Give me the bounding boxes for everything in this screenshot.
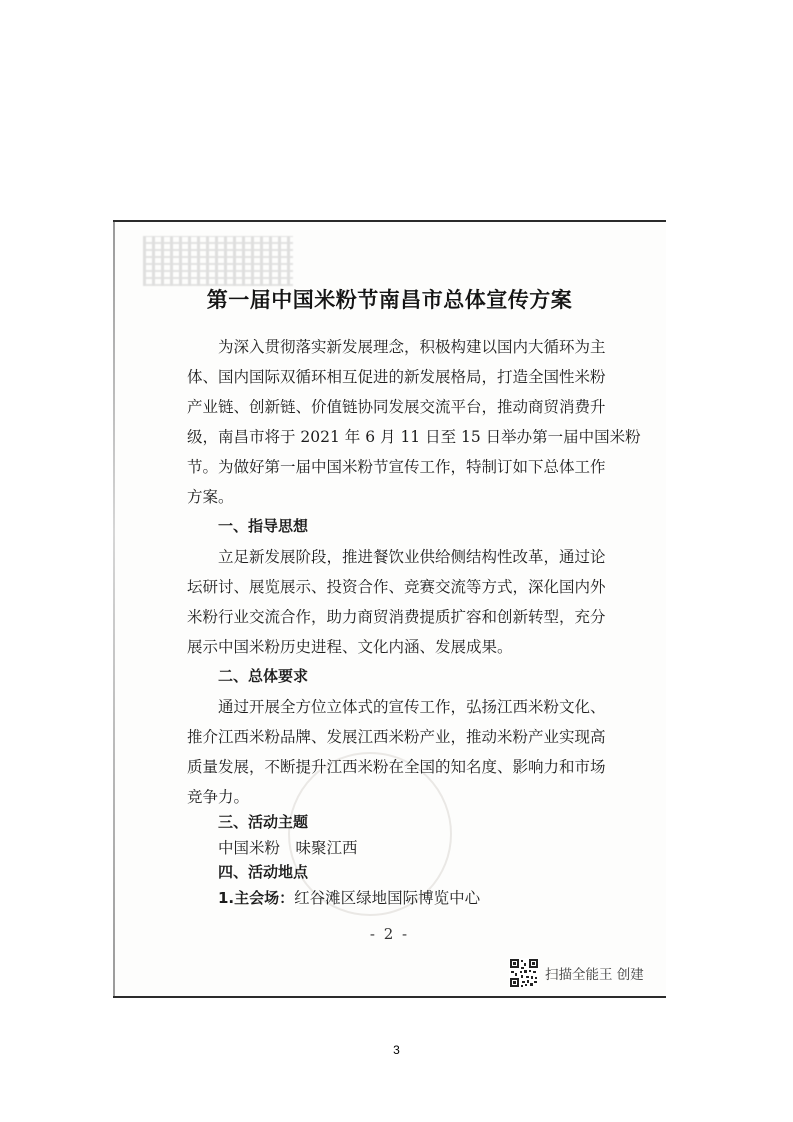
section1-line: 坛研讨、展览展示、投资合作、竞赛交流等方式，深化国内外 <box>187 578 606 596</box>
main-venue-label: 1.主会场： <box>218 889 295 907</box>
document-title: 第一届中国米粉节南昌市总体宣传方案 <box>206 287 573 312</box>
section1-line: 展示中国米粉历史进程、文化内涵、发展成果。 <box>187 638 513 656</box>
section-heading-guiding-ideology: 一、指导思想 <box>218 517 309 535</box>
pdf-page-number: 3 <box>393 1043 400 1057</box>
intro-line: 节。为做好第一届中国米粉节宣传工作，特制订如下总体工作 <box>187 458 606 476</box>
scan-edge <box>113 222 115 996</box>
section2-line: 推介江西米粉品牌、发展江西米粉产业，推动米粉产业实现高 <box>187 728 606 746</box>
section2-line: 质量发展，不断提升江西米粉在全国的知名度、影响力和市场 <box>187 758 606 776</box>
section1-line: 米粉行业交流合作，助力商贸消费提质扩容和创新转型，充分 <box>187 608 606 626</box>
inner-page-number: - 2 - <box>369 925 410 943</box>
main-venue-value: 红谷滩区绿地国际博览中心 <box>294 889 481 907</box>
section-heading-activity-venue: 四、活动地点 <box>218 863 309 881</box>
intro-line: 体、国内国际双循环相互促进的新发展格局，打造全国性米粉 <box>187 368 606 386</box>
intro-line: 方案。 <box>187 488 234 506</box>
activity-theme: 中国米粉 味聚江西 <box>218 839 358 857</box>
section-heading-overall-requirements: 二、总体要求 <box>218 667 309 685</box>
main-venue-line <box>218 886 480 908</box>
qr-code-icon <box>509 958 539 988</box>
intro-line: 级，南昌市将于 2021 年 6 月 11 日至 15 日举办第一届中国米粉 <box>187 428 641 446</box>
intro-line: 为深入贯彻落实新发展理念，积极构建以国内大循环为主 <box>218 338 606 356</box>
scanner-watermark <box>509 958 644 988</box>
section-heading-activity-theme: 三、活动主题 <box>218 813 309 831</box>
section1-line: 立足新发展阶段，推进餐饮业供给侧结构性改革，通过论 <box>218 548 606 566</box>
intro-line: 产业链、创新链、价值链协同发展交流平台，推动商贸消费升 <box>187 398 606 416</box>
scanned-page <box>113 220 666 998</box>
section2-line: 竞争力。 <box>187 788 250 806</box>
scanner-watermark-text: 扫描全能王 创建 <box>545 967 644 983</box>
bleed-through-marks <box>143 236 293 286</box>
section2-line: 通过开展全方位立体式的宣传工作，弘扬江西米粉文化、 <box>218 698 606 716</box>
